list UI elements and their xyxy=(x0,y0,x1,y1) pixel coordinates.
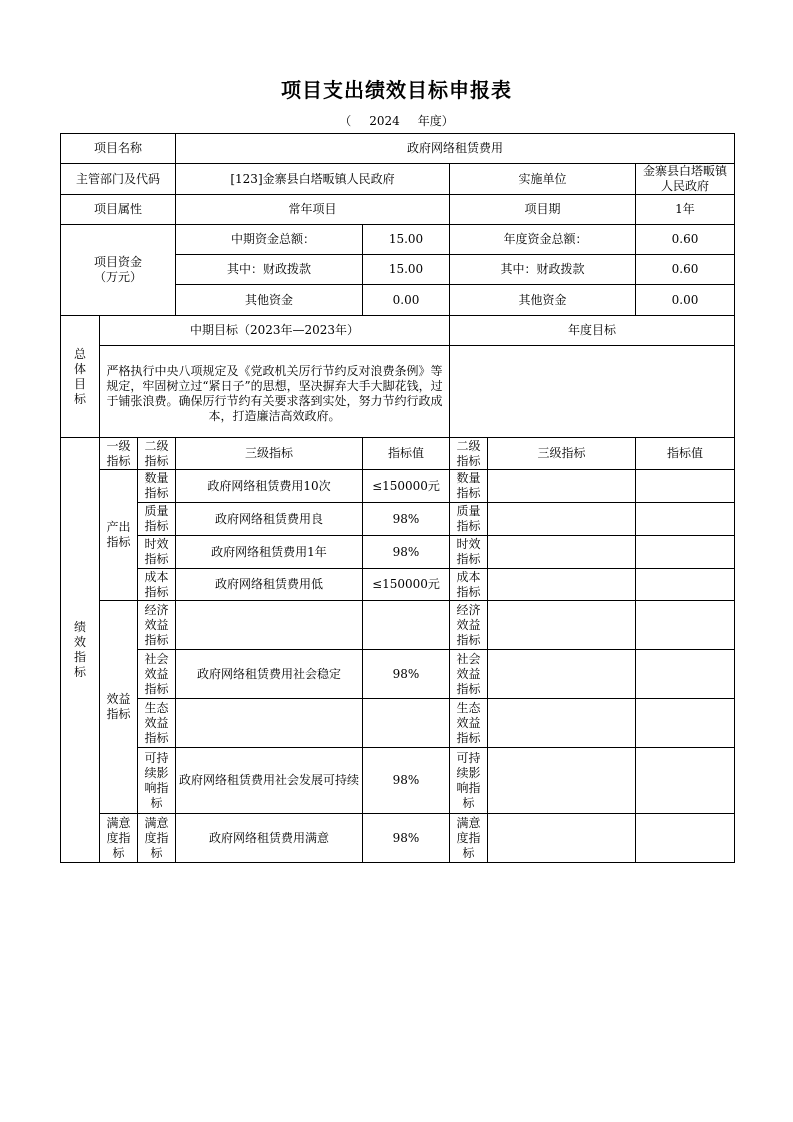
level1-header: 一级指标 xyxy=(100,438,138,470)
year-line xyxy=(0,112,793,129)
level1-output: 产出指标 xyxy=(100,470,138,601)
level3-cell: 政府网络租赁费用满意 xyxy=(176,814,363,863)
mid-fiscal-value: 15.00 xyxy=(363,255,450,285)
mid-fiscal-label: 其中：财政拨款 xyxy=(176,255,363,285)
level2-cell-right: 时效指标 xyxy=(450,536,488,569)
level3-cell-right xyxy=(488,569,636,601)
year-other-label: 其他资金 xyxy=(450,285,636,316)
level2-cell-right: 质量指标 xyxy=(450,503,488,536)
funds-label xyxy=(61,225,176,316)
value-cell: 98% xyxy=(363,748,450,814)
table-row xyxy=(61,650,735,699)
value-cell-right xyxy=(636,748,735,814)
value-cell: 98% xyxy=(363,503,450,536)
table-row xyxy=(61,699,735,748)
level3-header-right: 三级指标 xyxy=(488,438,636,470)
year-goal-text xyxy=(450,346,735,438)
value-cell-right xyxy=(636,569,735,601)
goals-label-text: 总 体 目 标 xyxy=(73,346,86,406)
attr-row xyxy=(61,195,735,225)
level3-cell-right xyxy=(488,748,636,814)
project-name-row xyxy=(61,134,735,164)
funds-label-line2: （万元） xyxy=(93,270,142,284)
impl-unit-value: 金寨县白塔畈镇人民政府 xyxy=(636,164,735,195)
level3-cell: 政府网络租赁费用社会稳定 xyxy=(176,650,363,699)
level1-satisfaction: 满意度指标 xyxy=(100,814,138,863)
dept-row xyxy=(61,164,735,195)
goals-label xyxy=(61,316,100,438)
period-value: 1年 xyxy=(636,195,735,225)
table-row xyxy=(61,601,735,650)
level3-cell-right xyxy=(488,503,636,536)
impl-unit-label: 实施单位 xyxy=(450,164,636,195)
year-value: 2024 xyxy=(369,114,400,128)
level3-cell-right xyxy=(488,601,636,650)
value-cell-right xyxy=(636,470,735,503)
level2-cell: 质量指标 xyxy=(138,503,176,536)
attr-value: 常年项目 xyxy=(176,195,450,225)
level3-cell: 政府网络租赁费用社会发展可持续 xyxy=(176,748,363,814)
level3-header: 三级指标 xyxy=(176,438,363,470)
level2-cell: 成本指标 xyxy=(138,569,176,601)
performance-target-table xyxy=(60,133,735,863)
level2-cell: 时效指标 xyxy=(138,536,176,569)
level2-header-right: 二级指标 xyxy=(450,438,488,470)
level3-cell: 政府网络租赁费用低 xyxy=(176,569,363,601)
level2-cell-right: 成本指标 xyxy=(450,569,488,601)
level3-cell: 政府网络租赁费用1年 xyxy=(176,536,363,569)
level2-cell-right: 经济效益指标 xyxy=(450,601,488,650)
period-label: 项目期 xyxy=(450,195,636,225)
value-cell-right xyxy=(636,650,735,699)
value-cell xyxy=(363,699,450,748)
level2-cell-right: 数量指标 xyxy=(450,470,488,503)
perf-label xyxy=(61,438,100,863)
table-row xyxy=(61,814,735,863)
project-name-value: 政府网络租赁费用 xyxy=(176,134,735,164)
value-cell: ≤150000元 xyxy=(363,470,450,503)
year-total-label: 年度资金总额： xyxy=(450,225,636,255)
level3-cell-right xyxy=(488,536,636,569)
value-cell: 98% xyxy=(363,650,450,699)
perf-label-text: 绩 效 指 标 xyxy=(73,620,86,679)
value-cell-right xyxy=(636,601,735,650)
value-cell-right xyxy=(636,814,735,863)
dept-value: [123]金寨县白塔畈镇人民政府 xyxy=(176,164,450,195)
value-cell-right xyxy=(636,503,735,536)
attr-label: 项目属性 xyxy=(61,195,176,225)
mid-other-label: 其他资金 xyxy=(176,285,363,316)
level3-cell-right xyxy=(488,814,636,863)
value-cell-right xyxy=(636,699,735,748)
mid-goal-header: 中期目标（2023年—2023年） xyxy=(100,316,450,346)
perf-header-row xyxy=(61,438,735,470)
level2-header: 二级指标 xyxy=(138,438,176,470)
year-open: （ xyxy=(339,114,352,128)
level2-cell: 可持续影响指标 xyxy=(138,748,176,814)
mid-total-label: 中期资金总额： xyxy=(176,225,363,255)
value-cell-right xyxy=(636,536,735,569)
year-goal-header: 年度目标 xyxy=(450,316,735,346)
table-row xyxy=(61,503,735,536)
value-header: 指标值 xyxy=(363,438,450,470)
year-fiscal-label: 其中：财政拨款 xyxy=(450,255,636,285)
year-fiscal-value: 0.60 xyxy=(636,255,735,285)
year-total-value: 0.60 xyxy=(636,225,735,255)
goals-text-row xyxy=(61,346,735,438)
table-row xyxy=(61,748,735,814)
goals-header-row xyxy=(61,316,735,346)
dept-label: 主管部门及代码 xyxy=(61,164,176,195)
table-row xyxy=(61,569,735,601)
value-cell: 98% xyxy=(363,814,450,863)
value-cell: 98% xyxy=(363,536,450,569)
level3-cell-right xyxy=(488,470,636,503)
level2-cell-right: 社会效益指标 xyxy=(450,650,488,699)
mid-goal-text: 严格执行中央八项规定及《党政机关厉行节约反对浪费条例》等规定，牢固树立过“紧日子”的思想，坚决摒弃大手大脚花钱，过于铺张浪费。确保厉行节约有关要求落到实处，努力节约行政成本，打造廉洁高效政府。 xyxy=(100,346,450,438)
level3-cell-right xyxy=(488,650,636,699)
year-other-value: 0.00 xyxy=(636,285,735,316)
level3-cell xyxy=(176,601,363,650)
level3-cell: 政府网络租赁费用良 xyxy=(176,503,363,536)
level3-cell-right xyxy=(488,699,636,748)
level2-cell-right: 生态效益指标 xyxy=(450,699,488,748)
level2-cell-right: 满意度指标 xyxy=(450,814,488,863)
level1-benefit: 效益指标 xyxy=(100,601,138,814)
value-cell: ≤150000元 xyxy=(363,569,450,601)
value-cell xyxy=(363,601,450,650)
level2-cell: 数量指标 xyxy=(138,470,176,503)
level2-cell-right: 可持续影响指标 xyxy=(450,748,488,814)
level2-cell: 满意度指标 xyxy=(138,814,176,863)
mid-total-value: 15.00 xyxy=(363,225,450,255)
page-title: 项目支出绩效目标申报表 xyxy=(281,78,512,102)
level2-cell: 生态效益指标 xyxy=(138,699,176,748)
level2-cell: 经济效益指标 xyxy=(138,601,176,650)
year-label: 年度） xyxy=(417,114,454,128)
table-row xyxy=(61,470,735,503)
funds-row-total xyxy=(61,225,735,255)
level3-cell: 政府网络租赁费用10次 xyxy=(176,470,363,503)
project-name-label: 项目名称 xyxy=(61,134,176,164)
level3-cell xyxy=(176,699,363,748)
level2-cell: 社会效益指标 xyxy=(138,650,176,699)
table-row xyxy=(61,536,735,569)
value-header-right: 指标值 xyxy=(636,438,735,470)
funds-label-line1: 项目资金 xyxy=(93,255,142,269)
mid-other-value: 0.00 xyxy=(363,285,450,316)
